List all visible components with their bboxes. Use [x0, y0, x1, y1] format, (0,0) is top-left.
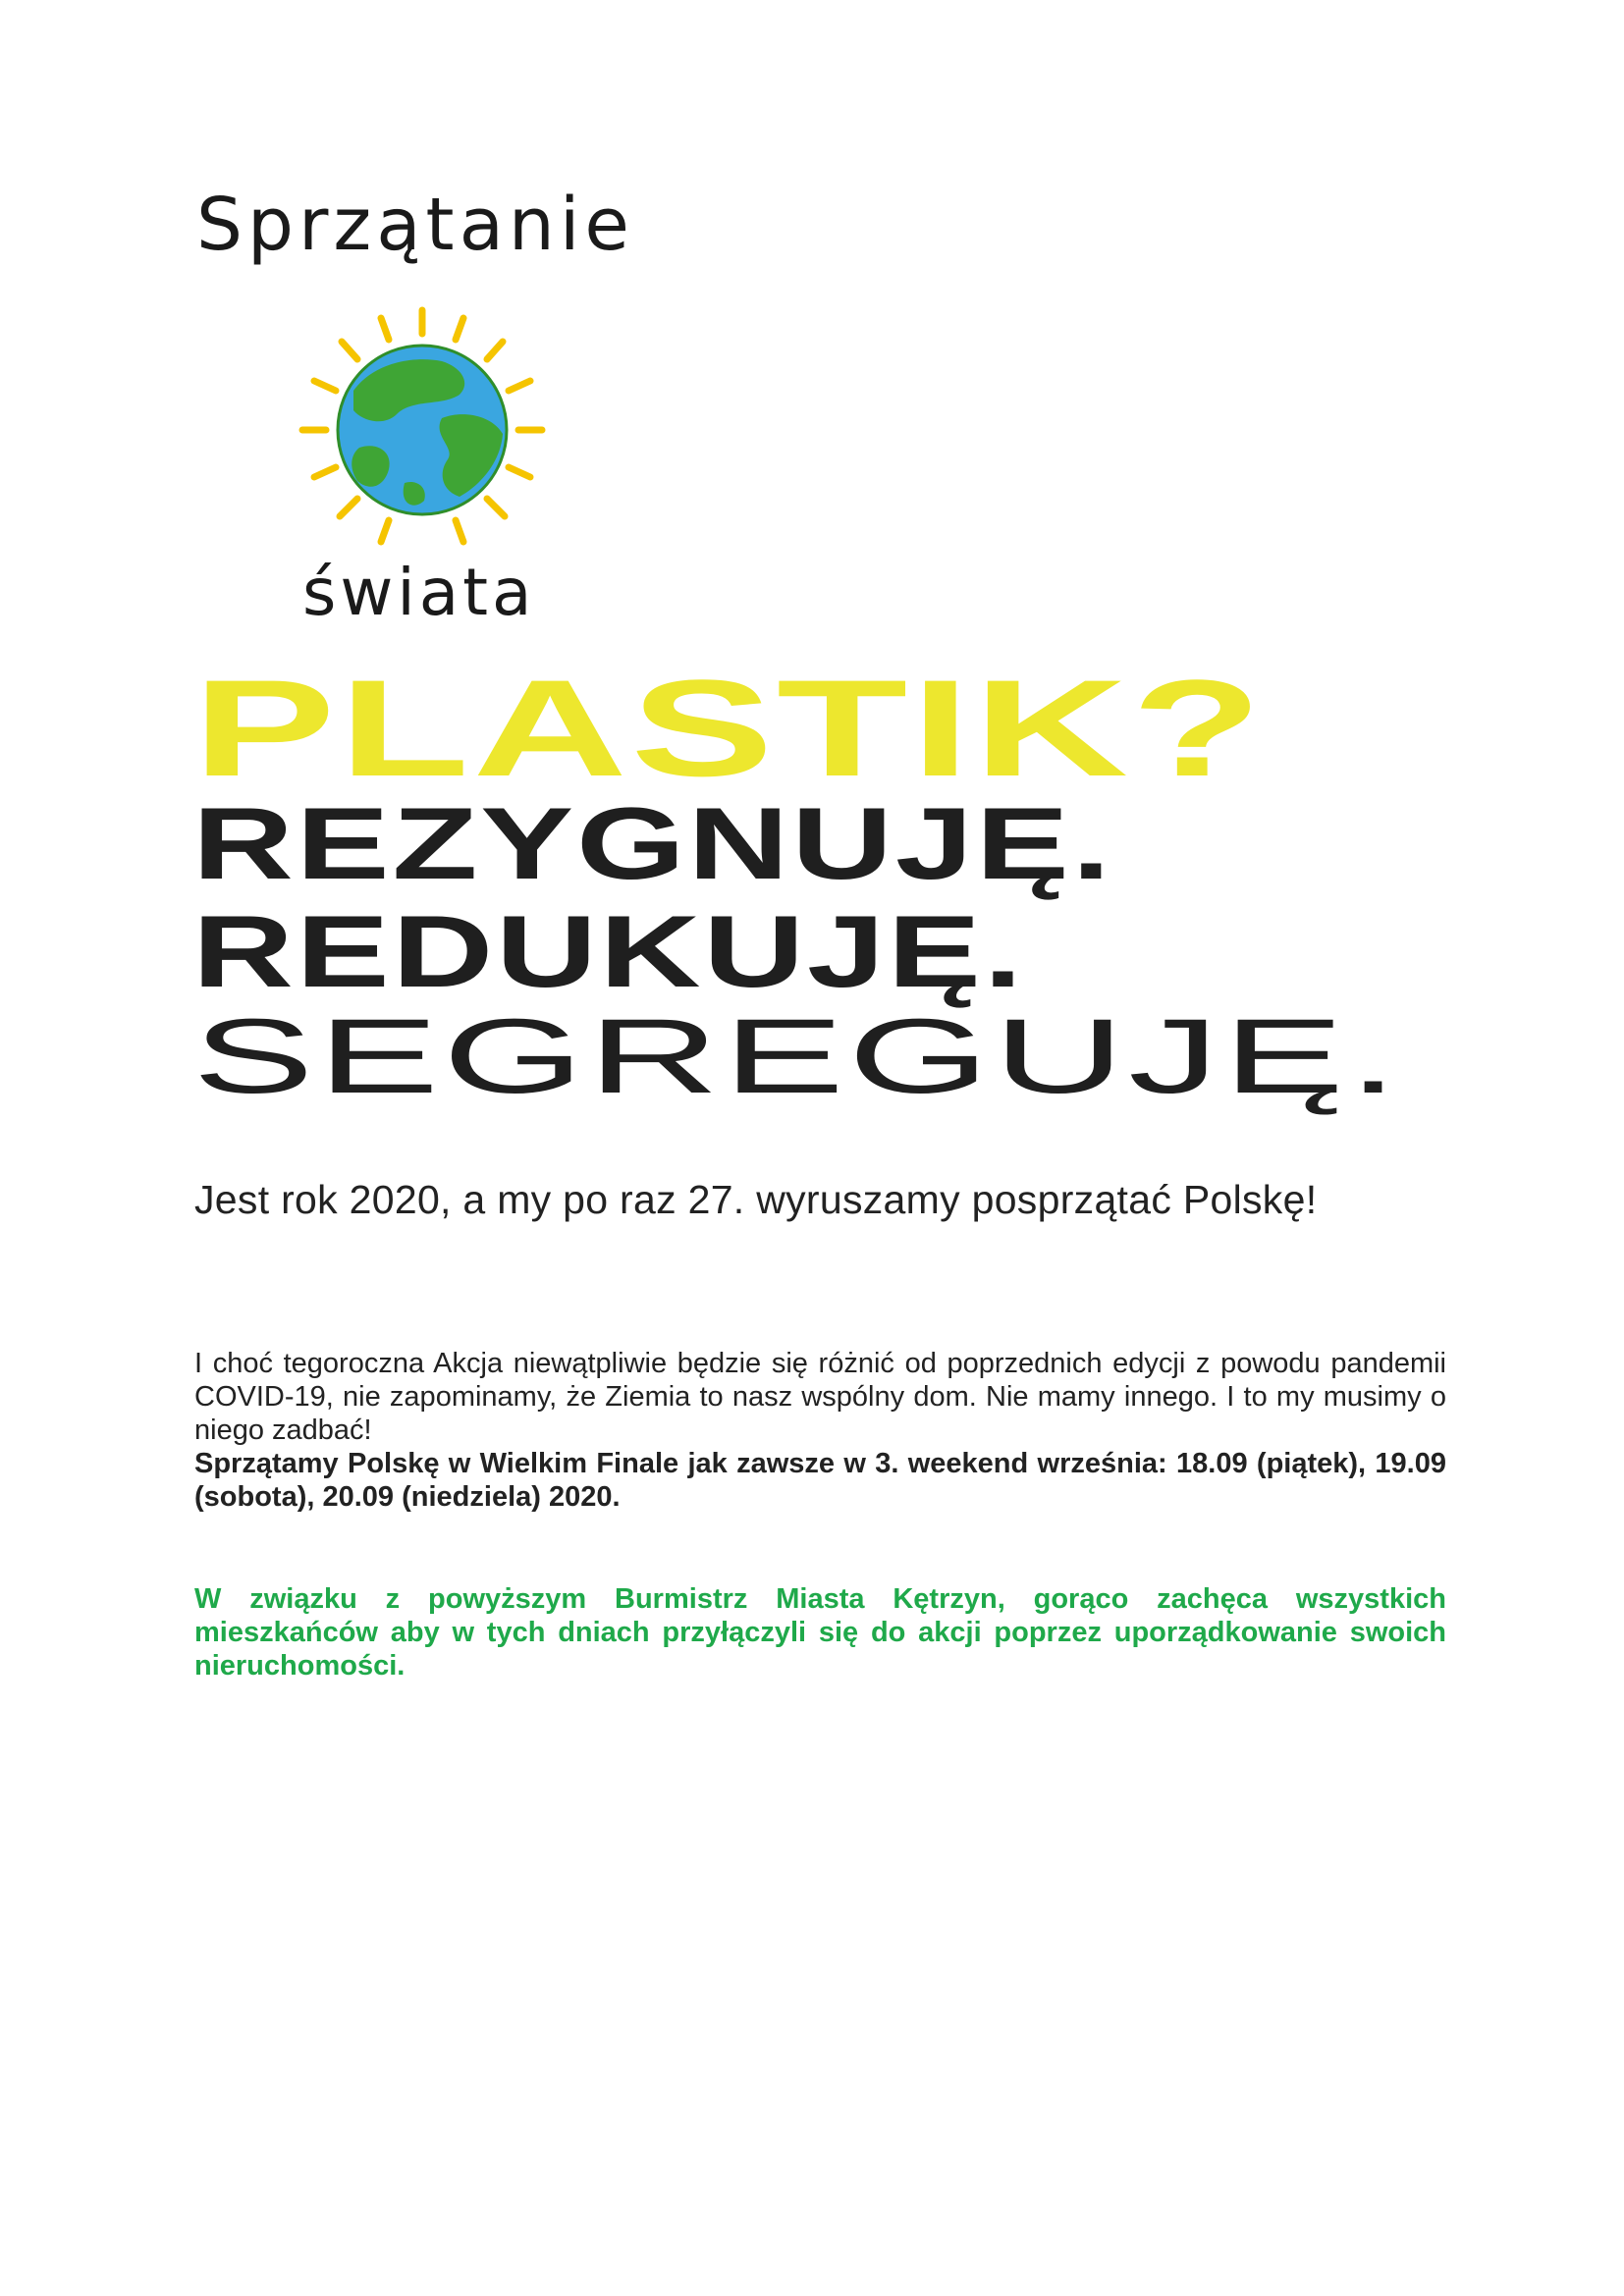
campaign-logo: [187, 177, 697, 658]
logo-bottom-word: świata: [302, 555, 536, 630]
body-bold-dates: Sprzątamy Polskę w Wielkim Finale jak zawsze w 3. weekend września: 18.09 (piątek), 19.09 (sobota), 20.09 (niedziela) 2020.: [194, 1448, 1446, 1513]
intro-paragraph: Jest rok 2020, a my po raz 27. wyruszamy posprzątać Polskę!: [194, 1177, 1318, 1222]
slogan-redukuje: REDUKUJĘ.: [192, 895, 1026, 1009]
body-paragraph: [194, 1347, 1446, 1514]
logo-top-word: Sprzątanie: [196, 183, 634, 267]
globe-with-sun-icon: [295, 304, 550, 560]
slogan-plastik: PLASTIK?: [192, 651, 1266, 805]
appeal-paragraph: W związku z powyższym Burmistrz Miasta Kętrzyn, gorąco zachęca wszystkich mieszkańców aby w tych dniach przyłączyli się do akcji poprzez uporządkowanie swoich nieruchomości.: [194, 1583, 1446, 1682]
slogan-segreguje: SEGREGUJĘ.: [192, 996, 1402, 1115]
slogan-rezygnuje: REZYGNUJĘ.: [192, 787, 1113, 901]
body-text: I choć tegoroczna Akcja niewątpliwie będzie się różnić od poprzednich edycji z powodu pandemii COVID-19, nie zapominamy, że Ziemia to nasz wspólny dom. Nie mamy innego. I to my musimy o niego zadbać!: [194, 1348, 1446, 1446]
